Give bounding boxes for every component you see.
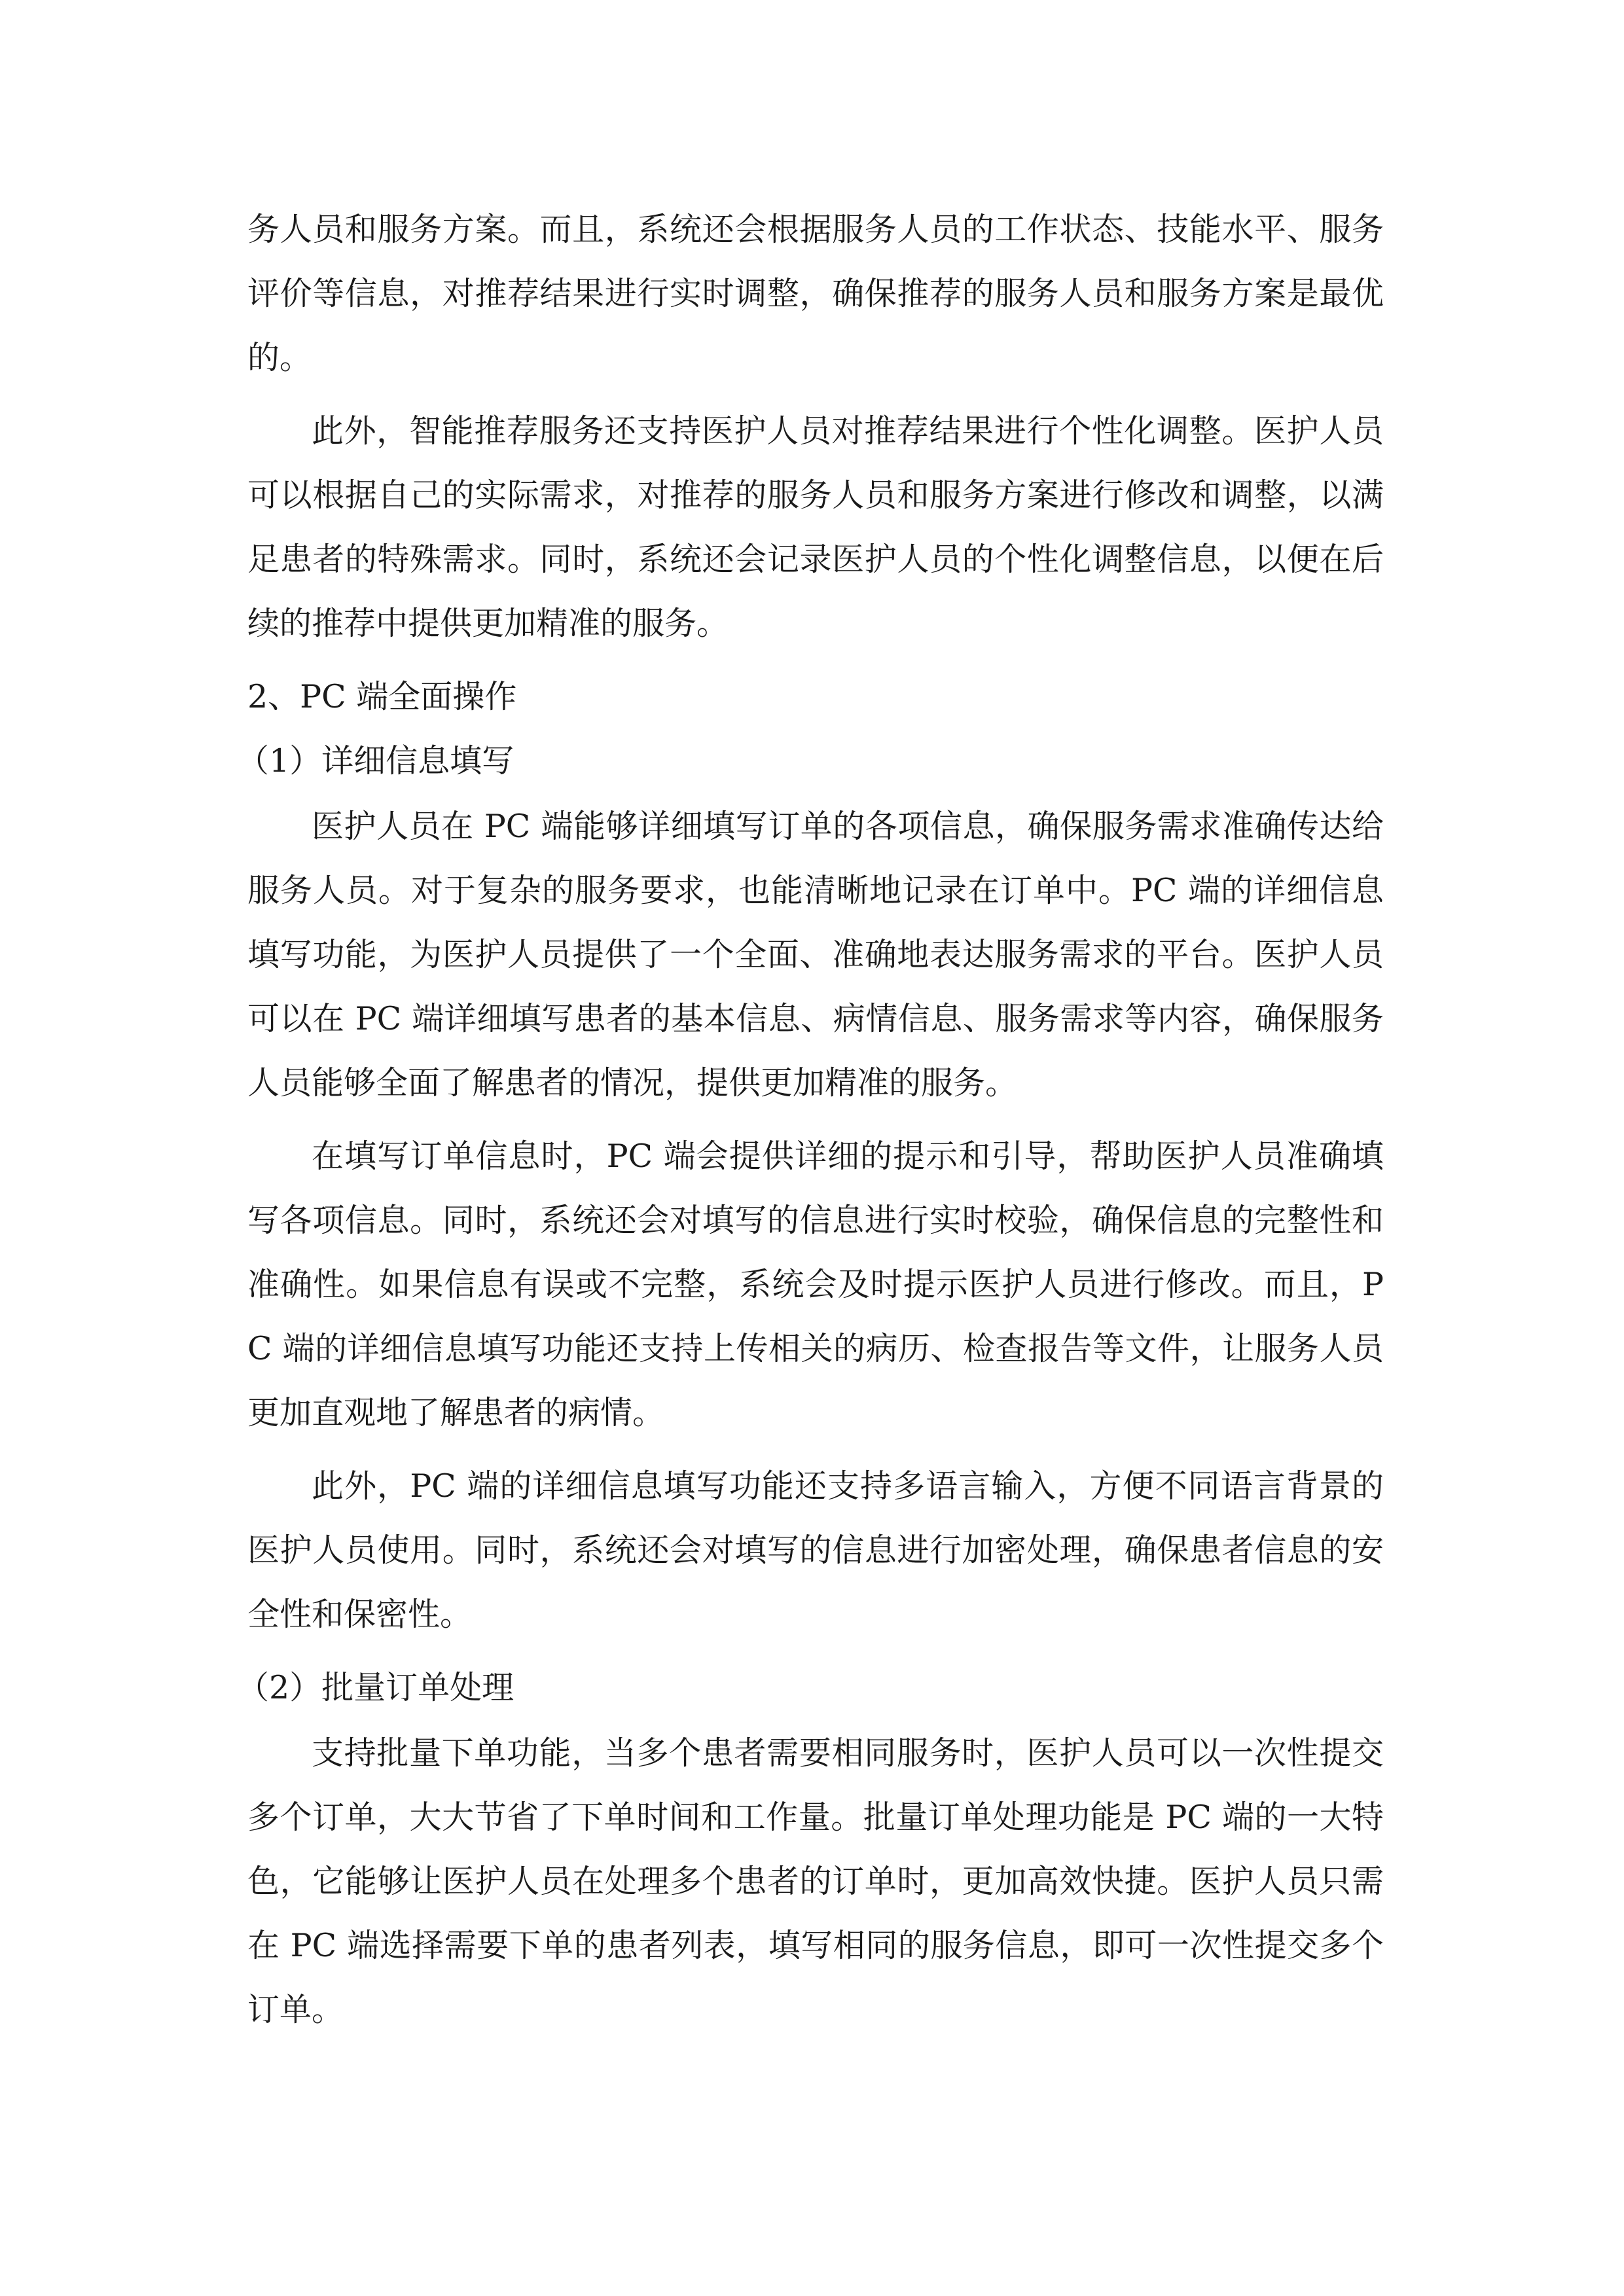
subsection-heading-detail-entry: （1）详细信息填写 (237, 742, 514, 780)
section-heading-pc-operation: 2、PC 端全面操作 (247, 678, 517, 715)
paragraph-batch-orders: 支持批量下单功能，当多个患者需要相同服务时，医护人员可以一次性提交多个订单，大大节省了下单时间和工作量。批量订单处理功能是 PC 端的一大特色，它能够让医护人员在处理多个患者的订单时，更加高效快捷。医护人员只需在 PC 端选择需要下单的患者列表，填写相同的服务信息，即可一次性提交多个订单。 (247, 1734, 1384, 2028)
paragraph-multilanguage: 此外，PC 端的详细信息填写功能还支持多语言输入，方便不同语言背景的医护人员使用。同时，系统还会对填写的信息进行加密处理，确保患者信息的安全性和保密性。 (247, 1467, 1384, 1633)
document-body (237, 198, 1384, 2051)
paragraph-personalized-adjustment: 此外，智能推荐服务还支持医护人员对推荐结果进行个性化调整。医护人员可以根据自己的实际需求，对推荐的服务人员和服务方案进行修改和调整，以满足患者的特殊需求。同时，系统还会记录医护人员的个性化调整信息，以便在后续的推荐中提供更加精准的服务。 (247, 412, 1384, 642)
paragraph-order-guidance: 在填写订单信息时，PC 端会提供详细的提示和引导，帮助医护人员准确填写各项信息。同时，系统还会对填写的信息进行实时校验，确保信息的完整性和准确性。如果信息有误或不完整，系统会及时提示医护人员进行修改。而且，PC 端的详细信息填写功能还支持上传相关的病历、检查报告等文件，让服务人员更加直观地了解患者的病情。 (247, 1138, 1384, 1431)
paragraph-detail-entry: 医护人员在 PC 端能够详细填写订单的各项信息，确保服务需求准确传达给服务人员。对于复杂的服务要求，也能清晰地记录在订单中。PC 端的详细信息填写功能，为医护人员提供了一个全面、准确地表达服务需求的平台。医护人员可以在 PC 端详细填写患者的基本信息、病情信息、服务需求等内容，确保服务人员能够全面了解患者的情况，提供更加精准的服务。 (247, 808, 1384, 1102)
subsection-heading-batch-orders: （2）批量订单处理 (237, 1669, 514, 1706)
paragraph-continuation: 务人员和服务方案。而且，系统还会根据服务人员的工作状态、技能水平、服务评价等信息，对推荐结果进行实时调整，确保推荐的服务人员和服务方案是最优的。 (247, 211, 1384, 376)
